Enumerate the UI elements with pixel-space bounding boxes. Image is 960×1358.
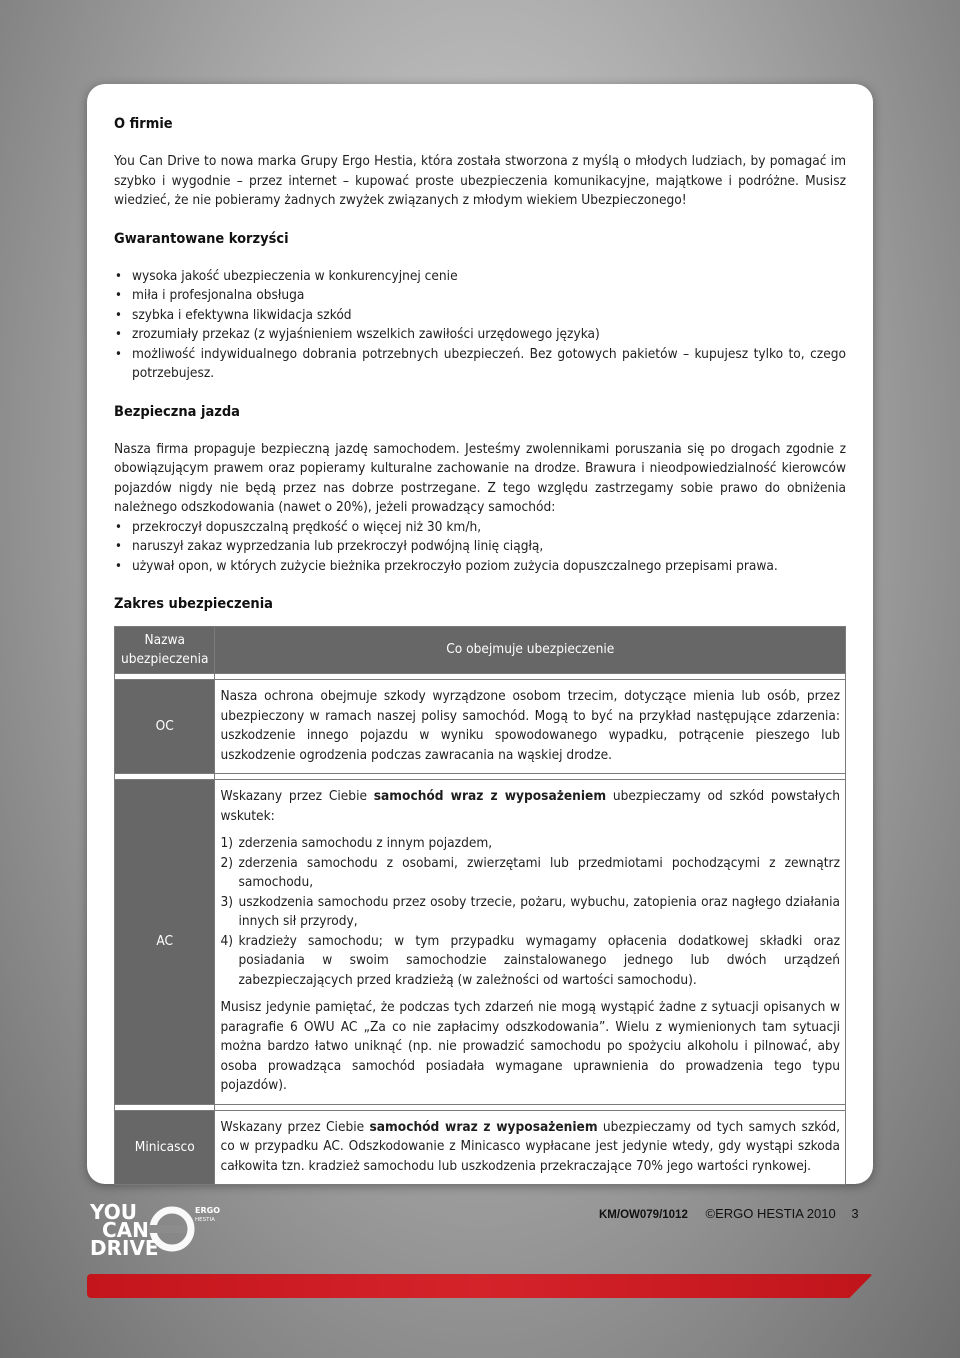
list-item: 4) kradzieży samochodu; w tym przypadku wymagamy opłacenia dodatkowej składki oraz posiadania w swoim samochodzie zainstalowanego jednego lub dwóch urządzeń zabezpieczających przed kradzieżą (w zależności od wartości samochodu).	[220, 932, 840, 988]
svg-text:DRIVE: DRIVE	[90, 1236, 159, 1260]
list-item: • przekroczył dopuszczalną prędkość o więcej niż 30 km/h,	[114, 518, 846, 538]
svg-text:ERGO: ERGO	[195, 1206, 220, 1215]
list-item: • szybka i efektywna likwidacja szkód	[114, 306, 846, 326]
red-footer-bar	[87, 1274, 873, 1298]
list-item: 3) uszkodzenia samochodu przez osoby trzecie, pożaru, wybuchu, zatopienia oraz nagłego działania innych sił przyrody,	[220, 893, 840, 929]
ac-name: AC	[115, 780, 215, 1105]
benefits-list	[114, 267, 846, 384]
safe-driving-text: Nasza firma propaguje bezpieczną jazdę samochodem. Jesteśmy zwolennikami poruszania się po drogach zgodnie z obowiązującym prawem oraz popieramy kulturalne zachowanie na drodze. Brawura i nieodpowiedzialność kierowców pojazdów nigdy nie będą przez nas dobrze postrzegane. Z tego względu zastrzegamy sobie prawo do obniżenia należnego odszkodowania (nawet o 20%), jeżeli prowadzący samochód:	[114, 440, 846, 515]
list-item: 2) zderzenia samochodu z osobami, zwierzętami lub przedmiotami pochodzącymi z zewnątrz samochodu,	[220, 854, 840, 890]
ac-note: Musisz jedynie pamiętać, że podczas tych zdarzeń nie mogą wystąpić żadne z sytuacji opisanych w paragrafie 6 OWU AC „Za co nie zapłacimy odszkodowania”. Wielu z wymienionych tam sytuacji można bardzo łatwo uniknąć (np. nie prowadzić samochodu po spożyciu alkoholu i pilnować, aby osoba prowadząca samochód posiadała wymagane uprawnienia do prowadzenia tego typu pojazdów).	[220, 999, 840, 1093]
svg-text:HESTIA: HESTIA	[195, 1217, 215, 1223]
list-item: • możliwość indywidualnego dobrania potrzebnych ubezpieczeń. Bez gotowych pakietów – kupujesz tylko to, czego potrzebujesz.	[114, 345, 846, 384]
minicasco-text: Wskazany przez Ciebie samochód wraz z wyposażeniem ubezpieczamy od tych samych szkód, co w przypadku AC. Odszkodowanie z Minicasco wypłacane jest jedynie wtedy, gdy wystąpi szkoda całkowita tzn. kradzież samochodu lub uszkodzenia przekraczające 70% jego wartości rynkowej.	[220, 1118, 840, 1174]
table-header-row	[115, 627, 846, 674]
page-number: 3	[851, 1206, 859, 1221]
about-heading: O firmie	[114, 116, 173, 132]
oc-desc	[215, 680, 846, 774]
svg-text:CAN: CAN	[102, 1218, 149, 1242]
ac-desc	[215, 780, 846, 1105]
list-item: • miła i profesjonalna obsługa	[114, 286, 846, 306]
oc-text: Nasza ochrona obejmuje szkody wyrządzone osobom trzecim, dotyczące mienia lub osób, przez ubezpieczony w ramach naszej polisy samochód. Mogą to być na przykład następujące zdarzenia: uszkodzenie innego pojazdu w wyniku spowodowanego wypadku, potrącenie pieszego lub uszkodzenie ogrodzenia podczas zawracania na wąskiej drodze.	[220, 688, 840, 763]
page-sheet	[87, 84, 873, 1184]
safe-driving-heading: Bezpieczna jazda	[114, 403, 240, 420]
scope-heading: Zakres ubezpieczenia	[114, 596, 273, 612]
list-item: • zrozumiały przekaz (z wyjaśnieniem wszelkich zawiłości urzędowego języka)	[114, 325, 846, 345]
ac-list	[220, 834, 840, 990]
copyright: ©ERGO HESTIA 2010	[705, 1206, 836, 1221]
benefits-heading: Gwarantowane korzyści	[114, 230, 289, 247]
document-code: KM/OW079/1012	[599, 1209, 688, 1221]
page-content	[114, 114, 846, 1185]
svg-text:YOU: YOU	[90, 1200, 138, 1224]
footer-info	[599, 1206, 859, 1221]
minicasco-name: Minicasco	[115, 1110, 215, 1185]
table-row-oc	[115, 680, 846, 774]
about-text: You Can Drive to nowa marka Grupy Ergo Hestia, która została stworzona z myślą o młodych ludziach, by pomagać im szybko i wygodnie – przez internet – kupować proste ubezpieczenia komunikacyjne, majątkowe i podróżne. Musisz wiedzieć, że nie pobieramy żadnych zwyżek związanych z młodym wiekiem Ubezpieczonego!	[114, 153, 846, 208]
table-row-minicasco	[115, 1110, 846, 1185]
you-can-drive-logo	[88, 1200, 228, 1260]
header-name-cell: Nazwa ubezpieczenia	[115, 627, 215, 674]
list-item: • wysoka jakość ubezpieczenia w konkurencyjnej cenie	[114, 267, 846, 287]
oc-name: OC	[115, 680, 215, 774]
list-item: 1) zderzenia samochodu z innym pojazdem,	[220, 835, 493, 851]
list-item: • używał opon, w których zużycie bieżnika przekroczyło poziom zużycia dopuszczalnego przepisami prawa.	[114, 557, 846, 577]
header-desc-cell: Co obejmuje ubezpieczenie	[215, 627, 846, 674]
scope-table	[114, 626, 846, 1185]
safe-driving-list	[114, 518, 846, 577]
list-item: • naruszył zakaz wyprzedzania lub przekroczył podwójną linię ciągłą,	[114, 537, 846, 557]
minicasco-desc	[215, 1110, 846, 1185]
table-row-ac	[115, 780, 846, 1105]
ac-intro: Wskazany przez Ciebie samochód wraz z wyposażeniem ubezpieczamy od szkód powstałych wskutek:	[220, 788, 840, 824]
